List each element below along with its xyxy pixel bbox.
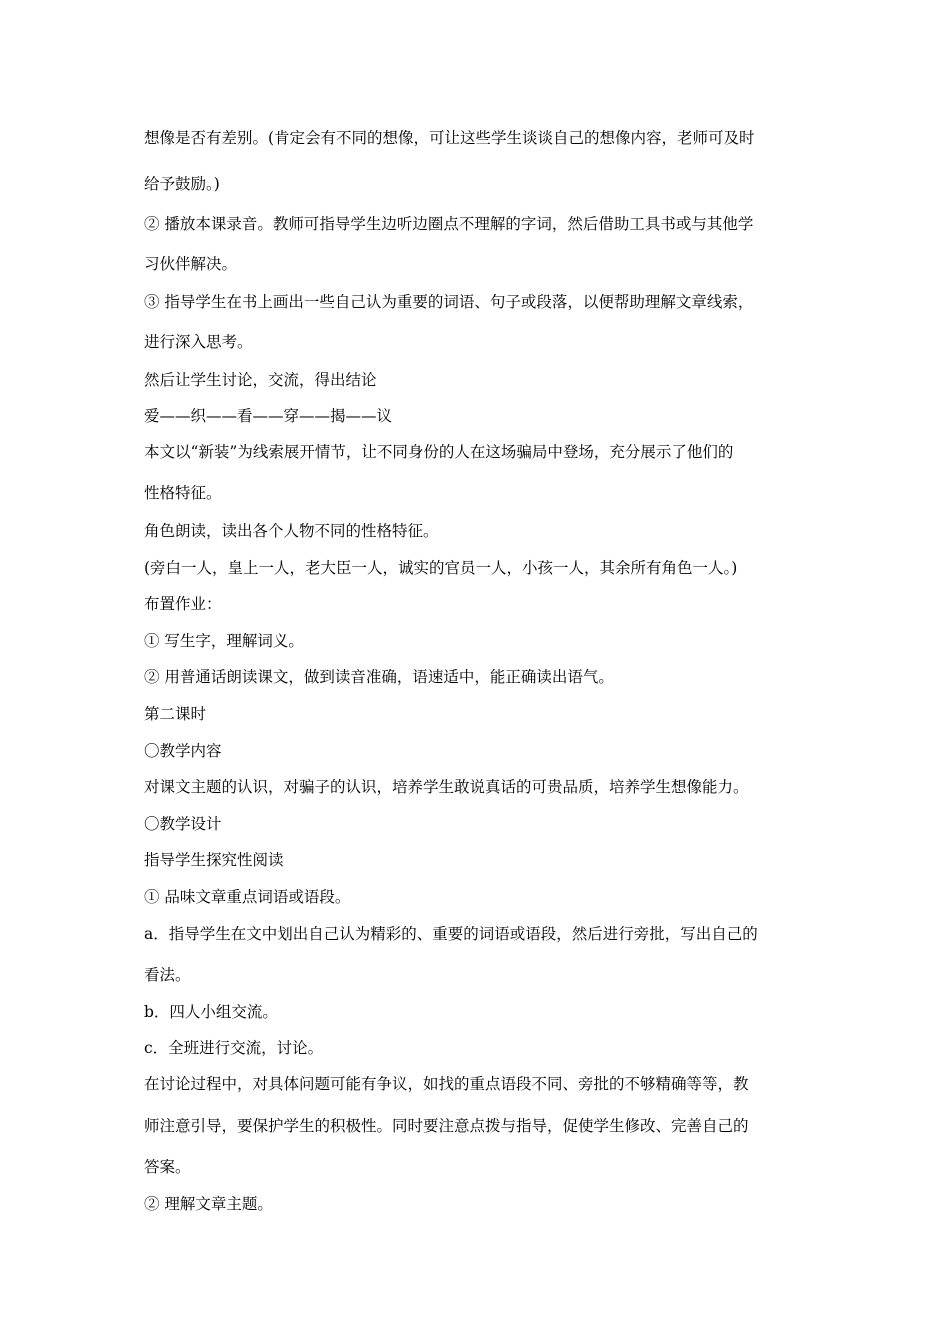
text-line: 性格特征。 xyxy=(144,484,222,502)
text-line: 给予鼓励。) xyxy=(144,175,220,193)
text-line: b．四人小组交流。 xyxy=(144,1003,278,1021)
text-line: 角色朗读，读出各个人物不同的性格特征。 xyxy=(144,522,439,540)
text-line: c．全班进行交流，讨论。 xyxy=(144,1039,324,1057)
text-line: 看法。 xyxy=(144,966,191,984)
text-line: 爱——织——看——穿——揭——议 xyxy=(144,407,393,425)
text-line: 布置作业： xyxy=(144,595,222,613)
text-line: 答案。 xyxy=(144,1158,191,1176)
text-line: 〇教学内容 xyxy=(144,742,222,760)
text-line: ① 写生字，理解词义。 xyxy=(144,632,304,650)
text-line: ② 播放本课录音。教师可指导学生边听边圈点不理解的字词，然后借助工具书或与其他学 xyxy=(144,215,754,233)
text-line: 〇教学设计 xyxy=(144,815,222,833)
text-line: 想像是否有差别。(肯定会有不同的想像，可让这些学生谈谈自己的想像内容，老师可及时 xyxy=(144,129,755,147)
text-line: ② 理解文章主题。 xyxy=(144,1195,273,1213)
text-line: a．指导学生在文中划出自己认为精彩的、重要的词语或语段，然后进行旁批，写出自己的 xyxy=(144,925,758,943)
text-line: 本文以“新装”为线索展开情节，让不同身份的人在这场骗局中登场，充分展示了他们的 xyxy=(144,443,734,461)
text-line: ③ 指导学生在书上画出一些自己认为重要的词语、句子或段落，以便帮助理解文章线索， xyxy=(144,293,754,311)
text-line: (旁白一人，皇上一人，老大臣一人，诚实的官员一人，小孩一人，其余所有角色一人。) xyxy=(144,559,738,577)
text-line: 然后让学生讨论，交流，得出结论 xyxy=(144,371,377,389)
text-line: ① 品味文章重点词语或语段。 xyxy=(144,888,351,906)
text-line: 指导学生探究性阅读 xyxy=(144,851,284,869)
text-line: 习伙伴解决。 xyxy=(144,255,238,273)
document-body xyxy=(144,122,810,1214)
text-line: 第二课时 xyxy=(144,705,207,723)
text-line: 进行深入思考。 xyxy=(144,333,253,351)
text-line: ② 用普通话朗读课文，做到读音准确，语速适中，能正确读出语气。 xyxy=(144,668,614,686)
text-line: 对课文主题的认识，对骗子的认识，培养学生敢说真话的可贵品质，培养学生想像能力。 xyxy=(144,778,749,796)
text-line: 在讨论过程中，对具体问题可能有争议，如找的重点语段不同、旁批的不够精确等等，教 xyxy=(144,1075,749,1093)
text-line: 师注意引导，要保护学生的积极性。同时要注意点拨与指导，促使学生修改、完善自己的 xyxy=(144,1117,749,1135)
